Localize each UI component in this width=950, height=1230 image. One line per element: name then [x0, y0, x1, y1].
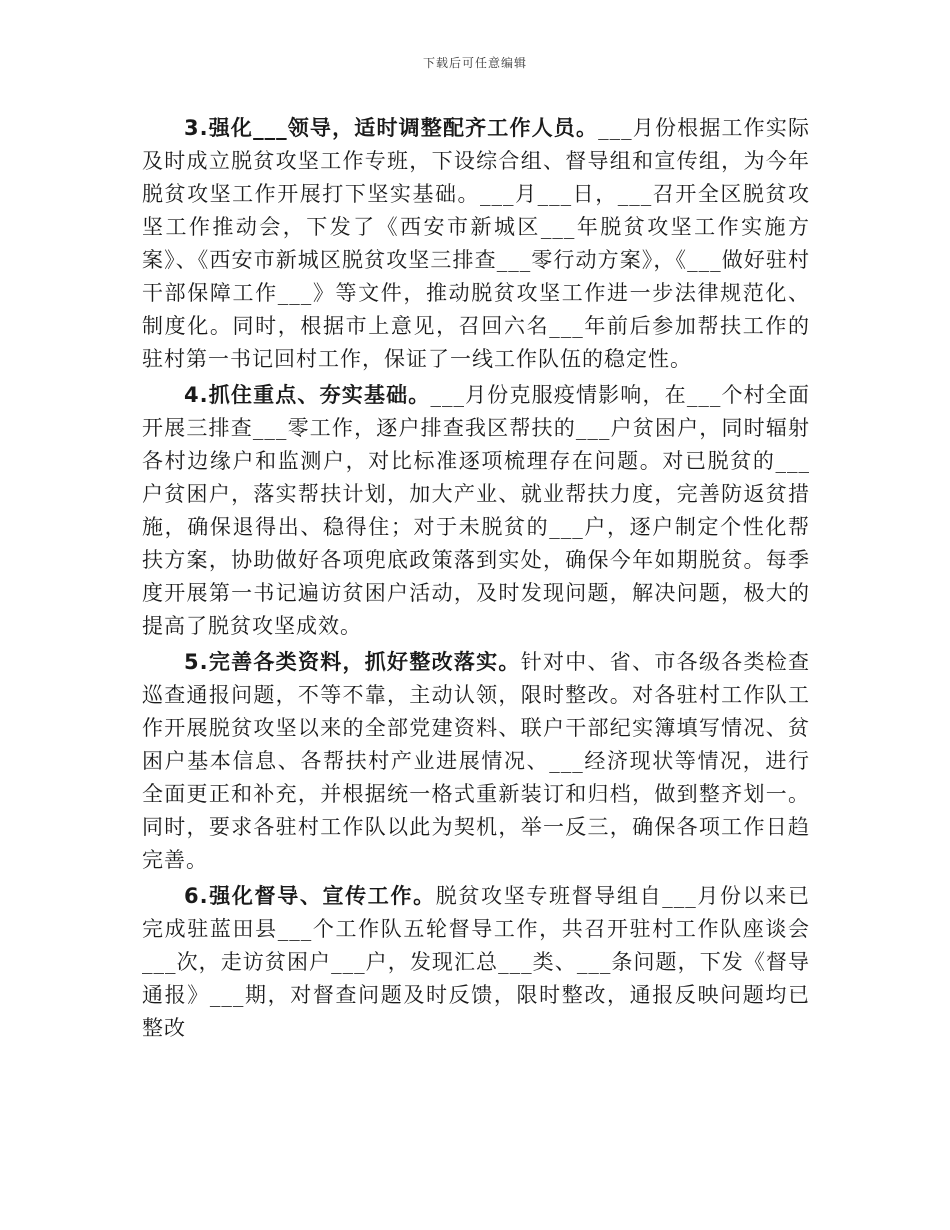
paragraph-6-heading: 6.强化督导、宣传工作。	[184, 884, 436, 908]
paragraph-5-body: 针对中、省、市各级各类检查巡查通报问题，不等不靠，主动认领，限时整改。对各驻村工作队工作开展脱贫攻坚以来的全部党建资料、联户干部纪实簿填写情况、贫困户基本信息、各帮扶村产业进展情况、___经济现状等情况，进行全面更正和补充，并根据统一格式重新装订和归档，做到整齐划一。同时，要求各驻村工作队以此为契机，举一反三，确保各项工作日趋完善。	[142, 650, 810, 872]
paragraph-4	[142, 379, 810, 643]
paragraph-3-heading: 3.强化___领导，适时调整配齐工作人员。	[184, 116, 599, 140]
paragraph-6	[142, 880, 810, 1045]
paragraph-4-body: ___月份克服疫情影响，在___个村全面开展三排查___零工作，逐户排查我区帮扶的___户贫困户，同时辐射各村边缘户和监测户，对比标准逐项梳理存在问题。对已脱贫的___户贫困户，落实帮扶计划，加大产业、就业帮扶力度，完善防返贫措施，确保退得出、稳得住；对于未脱贫的___户，逐户制定个性化帮扶方案，协助做好各项兜底政策落到实处，确保今年如期脱贫。每季度开展第一书记遍访贫困户活动，及时发现问题，解决问题，极大的提高了脱贫攻坚成效。	[142, 383, 810, 638]
document-body	[142, 112, 810, 1045]
paragraph-3	[142, 112, 810, 376]
paragraph-6-body: 脱贫攻坚专班督导组自___月份以来已完成驻蓝田县___个工作队五轮督导工作，共召开驻村工作队座谈会___次，走访贫困户___户，发现汇总___类、___条问题，下发《督导通报》___期，对督查问题及时反馈，限时整改，通报反映问题均已整改	[142, 884, 811, 1040]
paragraph-5-heading: 5.完善各类资料，抓好整改落实。	[184, 650, 521, 674]
page-header: 下载后可任意编辑	[422, 56, 527, 70]
paragraph-5	[142, 646, 810, 877]
paragraph-3-body: ___月份根据工作实际及时成立脱贫攻坚工作专班，下设综合组、督导组和宣传组，为今年脱贫攻坚工作开展打下坚实基础。___月___日，___召开全区脱贫攻坚工作推动会，下发了《西安市新城区___年脱贫攻坚工作实施方案》、《西安市新城区脱贫攻坚三排查___零行动方案》，《___做好驻村干部保障工作___》等文件，推动脱贫攻坚工作进一步法律规范化、制度化。同时，根据市上意见，召回六名___年前后参加帮扶工作的驻村第一书记回村工作，保证了一线工作队伍的稳定性。	[142, 116, 810, 371]
paragraph-4-heading: 4.抓住重点、夯实基础。	[184, 383, 431, 407]
